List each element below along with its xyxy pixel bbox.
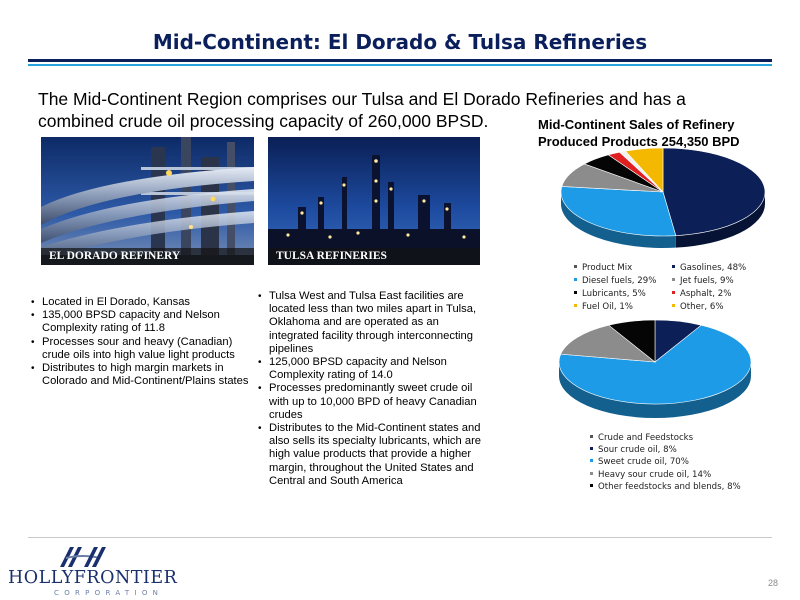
legend-swatch [590, 484, 593, 487]
pie-slice [561, 186, 676, 236]
legend-item [672, 276, 734, 286]
legend-item [672, 302, 724, 312]
legend-label: Sour crude oil, 8% [598, 445, 677, 456]
legend-label: Other feedstocks and blends, 8% [598, 481, 741, 492]
legend-swatch [672, 291, 675, 294]
list-item: • Distributes to the Mid-Continent states and also sells its specialty lubricants, which are high value products that provide a higher margin, throughout the United States and Central and South America [257, 422, 485, 488]
crude-feedstocks-pie-chart [552, 312, 758, 432]
chart-title: Mid-Continent Sales of Refinery Produced Products 254,350 BPD [538, 117, 740, 149]
legend-swatch [590, 447, 593, 450]
legend-swatch [574, 291, 577, 294]
intro-text: The Mid-Continent Region comprises our Tulsa and El Dorado Refineries and has a combined crude oil processing capacity of 260,000 BPSD. [38, 89, 686, 131]
legend-label: Asphalt, 2% [680, 289, 732, 299]
legend-item [574, 289, 646, 299]
list-item: • Located in El Dorado, Kansas [30, 296, 250, 309]
list-item: • Tulsa West and Tulsa East facilities are located less than two miles apart in Tulsa, Oklahoma and are operated as an integrated facility through interconnecting pipelines [257, 290, 485, 356]
el-dorado-photo-caption: EL DORADO REFINERY [41, 248, 254, 265]
product-mix-pie-chart [548, 142, 778, 258]
legend-header [590, 433, 693, 443]
page-number: 28 [768, 578, 779, 588]
legend-swatch [672, 265, 675, 268]
legend-item [574, 302, 633, 312]
page-title: Mid-Continent: El Dorado & Tulsa Refineries [152, 30, 648, 54]
legend-swatch [590, 472, 593, 475]
legend-item [574, 276, 656, 286]
legend-swatch [590, 459, 593, 462]
legend-item [672, 289, 731, 299]
legend-label: Diesel fuels, 29% [582, 276, 657, 286]
el-dorado-bullet-list [30, 296, 250, 388]
list-item: • Processes sour and heavy (Canadian) crude oils into high value light products [30, 336, 250, 362]
list-item: • 125,000 BPSD capacity and Nelson Complexity rating of 14.0 [257, 356, 485, 382]
legend-label: Product Mix [582, 263, 633, 273]
legend-swatch [590, 435, 593, 438]
legend-label: Lubricants, 5% [582, 289, 646, 299]
tulsa-refineries-photo [268, 137, 480, 265]
legend-swatch [574, 304, 577, 307]
title-divider-accent [28, 64, 772, 66]
legend-label: Other, 6% [680, 302, 724, 312]
title-divider [28, 59, 772, 62]
legend-item [590, 470, 711, 480]
list-item: • Distributes to high margin markets in Colorado and Mid-Continent/Plains states [30, 362, 250, 388]
legend-swatch [574, 278, 577, 281]
legend-label: Jet fuels, 9% [680, 276, 734, 286]
legend-item [590, 482, 741, 492]
legend-label: Crude and Feedstocks [598, 433, 694, 443]
footer-divider [28, 537, 772, 538]
legend-header [574, 263, 632, 273]
legend-label: Heavy sour crude oil, 14% [598, 469, 712, 480]
el-dorado-refinery-photo [41, 137, 254, 265]
company-name: HOLLYFRONTIER [8, 568, 178, 588]
legend-swatch [672, 304, 675, 307]
legend-item [590, 457, 689, 467]
legend-item [672, 263, 746, 273]
list-item: • 135,000 BPSD capacity and Nelson Complexity rating of 11.8 [30, 309, 250, 335]
company-subtitle: CORPORATION [54, 589, 164, 597]
legend-item [590, 445, 677, 455]
tulsa-photo-caption: TULSA REFINERIES [268, 248, 480, 265]
legend-label: Sweet crude oil, 70% [598, 457, 689, 468]
legend-label: Gasolines, 48% [680, 263, 747, 273]
hollyfrontier-logo-icon [58, 545, 108, 569]
crude-feedstocks-legend [590, 433, 790, 497]
legend-swatch [672, 278, 675, 281]
product-mix-legend [574, 263, 774, 315]
legend-label: Fuel Oil, 1% [582, 302, 633, 312]
legend-swatch [574, 265, 577, 268]
list-item: • Processes predominantly sweet crude oil with up to 10,000 BPD of heavy Canadian crudes [257, 382, 485, 422]
tulsa-bullet-list [257, 290, 485, 488]
